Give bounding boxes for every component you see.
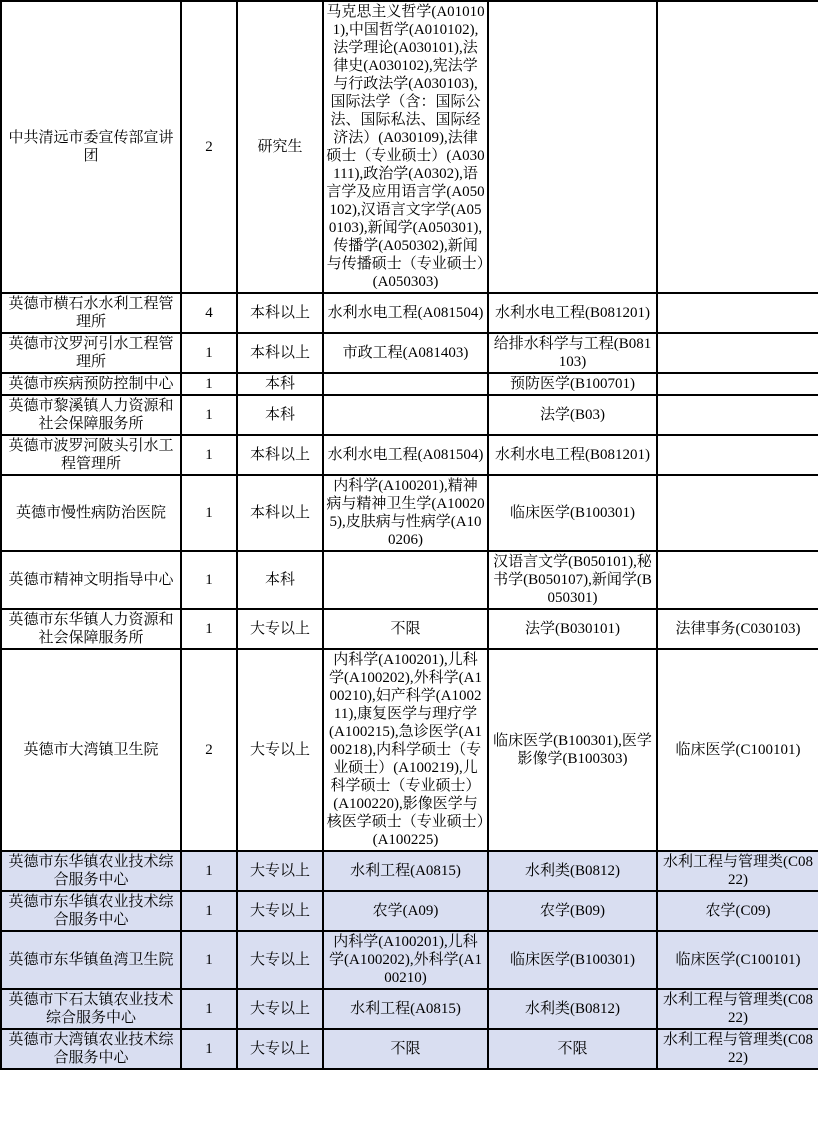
grad-majors-cell: 内科学(A100201),儿科学(A100202),外科学(A100210),妇产科学(A100211),康复医学与理疗学(A100215),急诊医学(A100218),内科学硕士（专业硕士）(A100219),儿科学硕士（专业硕士）(A100220),影像医学与核医学硕士（专业硕士）(A100225)	[323, 649, 488, 851]
grad-majors-cell: 水利水电工程(A081504)	[323, 435, 488, 475]
bachelor-majors-cell: 不限	[488, 1029, 657, 1069]
college-majors-cell	[657, 435, 818, 475]
bachelor-majors-cell: 农学(B09)	[488, 891, 657, 931]
education-cell: 大专以上	[237, 609, 323, 649]
grad-majors-cell: 水利工程(A0815)	[323, 851, 488, 891]
education-cell: 本科以上	[237, 435, 323, 475]
bachelor-majors-cell: 水利水电工程(B081201)	[488, 435, 657, 475]
org-cell: 英德市下石太镇农业技术综合服务中心	[1, 989, 181, 1029]
grad-majors-cell: 内科学(A100201),精神病与精神卫生学(A100205),皮肤病与性病学(A100206)	[323, 475, 488, 551]
bachelor-majors-cell: 预防医学(B100701)	[488, 373, 657, 395]
count-cell: 1	[181, 931, 237, 989]
org-cell: 英德市东华镇人力资源和社会保障服务所	[1, 609, 181, 649]
org-cell: 英德市东华镇农业技术综合服务中心	[1, 891, 181, 931]
org-cell: 英德市横石水水利工程管理所	[1, 293, 181, 333]
table-row	[1, 333, 818, 373]
table-row	[1, 551, 818, 609]
college-majors-cell	[657, 1, 818, 293]
count-cell: 2	[181, 649, 237, 851]
college-majors-cell: 水利工程与管理类(C0822)	[657, 1029, 818, 1069]
education-cell: 大专以上	[237, 931, 323, 989]
bachelor-majors-cell: 法学(B03)	[488, 395, 657, 435]
org-cell: 英德市东华镇农业技术综合服务中心	[1, 851, 181, 891]
count-cell: 1	[181, 851, 237, 891]
count-cell: 2	[181, 1, 237, 293]
education-cell: 大专以上	[237, 649, 323, 851]
count-cell: 1	[181, 333, 237, 373]
grad-majors-cell	[323, 395, 488, 435]
education-cell: 大专以上	[237, 891, 323, 931]
count-cell: 1	[181, 1029, 237, 1069]
bachelor-majors-cell: 汉语言文学(B050101),秘书学(B050107),新闻学(B050301)	[488, 551, 657, 609]
table-row	[1, 989, 818, 1029]
education-cell: 研究生	[237, 1, 323, 293]
grad-majors-cell: 内科学(A100201),儿科学(A100202),外科学(A100210)	[323, 931, 488, 989]
education-cell: 本科以上	[237, 293, 323, 333]
table-row	[1, 1029, 818, 1069]
org-cell: 中共清远市委宣传部宣讲团	[1, 1, 181, 293]
bachelor-majors-cell: 水利类(B0812)	[488, 851, 657, 891]
bachelor-majors-cell: 临床医学(B100301),医学影像学(B100303)	[488, 649, 657, 851]
org-cell: 英德市精神文明指导中心	[1, 551, 181, 609]
org-cell: 英德市大湾镇农业技术综合服务中心	[1, 1029, 181, 1069]
count-cell: 1	[181, 551, 237, 609]
org-cell: 英德市慢性病防治医院	[1, 475, 181, 551]
grad-majors-cell: 农学(A09)	[323, 891, 488, 931]
education-cell: 本科	[237, 395, 323, 435]
college-majors-cell	[657, 293, 818, 333]
college-majors-cell	[657, 475, 818, 551]
recruitment-table-body	[1, 1, 818, 1069]
org-cell: 英德市黎溪镇人力资源和社会保障服务所	[1, 395, 181, 435]
count-cell: 1	[181, 475, 237, 551]
count-cell: 4	[181, 293, 237, 333]
education-cell: 本科	[237, 551, 323, 609]
grad-majors-cell	[323, 551, 488, 609]
grad-majors-cell: 不限	[323, 609, 488, 649]
college-majors-cell: 临床医学(C100101)	[657, 649, 818, 851]
table-row	[1, 1, 818, 293]
count-cell: 1	[181, 373, 237, 395]
grad-majors-cell: 不限	[323, 1029, 488, 1069]
table-row	[1, 609, 818, 649]
table-row	[1, 395, 818, 435]
bachelor-majors-cell: 水利类(B0812)	[488, 989, 657, 1029]
bachelor-majors-cell	[488, 1, 657, 293]
education-cell: 大专以上	[237, 1029, 323, 1069]
table-row	[1, 293, 818, 333]
college-majors-cell	[657, 395, 818, 435]
bachelor-majors-cell: 给排水科学与工程(B081103)	[488, 333, 657, 373]
college-majors-cell	[657, 373, 818, 395]
bachelor-majors-cell: 临床医学(B100301)	[488, 931, 657, 989]
bachelor-majors-cell: 水利水电工程(B081201)	[488, 293, 657, 333]
college-majors-cell	[657, 333, 818, 373]
college-majors-cell	[657, 551, 818, 609]
college-majors-cell: 水利工程与管理类(C0822)	[657, 989, 818, 1029]
college-majors-cell: 临床医学(C100101)	[657, 931, 818, 989]
count-cell: 1	[181, 395, 237, 435]
table-row	[1, 373, 818, 395]
education-cell: 本科以上	[237, 333, 323, 373]
count-cell: 1	[181, 609, 237, 649]
grad-majors-cell: 马克思主义哲学(A010101),中国哲学(A010102),法学理论(A030101),法律史(A030102),宪法学与行政法学(A030103),国际法学（含：国际公法、国际私法、国际经济法）(A030109),法律硕士（专业硕士）(A030111),政治学(A0302),语言学及应用语言学(A050102),汉语言文字学(A050103),新闻学(A050301),传播学(A050302),新闻与传播硕士（专业硕士）(A050303)	[323, 1, 488, 293]
table-row	[1, 851, 818, 891]
grad-majors-cell: 市政工程(A081403)	[323, 333, 488, 373]
grad-majors-cell	[323, 373, 488, 395]
table-row	[1, 435, 818, 475]
table-row	[1, 931, 818, 989]
grad-majors-cell: 水利水电工程(A081504)	[323, 293, 488, 333]
org-cell: 英德市大湾镇卫生院	[1, 649, 181, 851]
bachelor-majors-cell: 法学(B030101)	[488, 609, 657, 649]
org-cell: 英德市东华镇鱼湾卫生院	[1, 931, 181, 989]
org-cell: 英德市汶罗河引水工程管理所	[1, 333, 181, 373]
bachelor-majors-cell: 临床医学(B100301)	[488, 475, 657, 551]
table-row	[1, 649, 818, 851]
college-majors-cell: 水利工程与管理类(C0822)	[657, 851, 818, 891]
org-cell: 英德市疾病预防控制中心	[1, 373, 181, 395]
education-cell: 大专以上	[237, 989, 323, 1029]
org-cell: 英德市波罗河陂头引水工程管理所	[1, 435, 181, 475]
education-cell: 大专以上	[237, 851, 323, 891]
college-majors-cell: 法律事务(C030103)	[657, 609, 818, 649]
college-majors-cell: 农学(C09)	[657, 891, 818, 931]
count-cell: 1	[181, 989, 237, 1029]
count-cell: 1	[181, 891, 237, 931]
grad-majors-cell: 水利工程(A0815)	[323, 989, 488, 1029]
table-row	[1, 475, 818, 551]
education-cell: 本科以上	[237, 475, 323, 551]
count-cell: 1	[181, 435, 237, 475]
education-cell: 本科	[237, 373, 323, 395]
table-row	[1, 891, 818, 931]
